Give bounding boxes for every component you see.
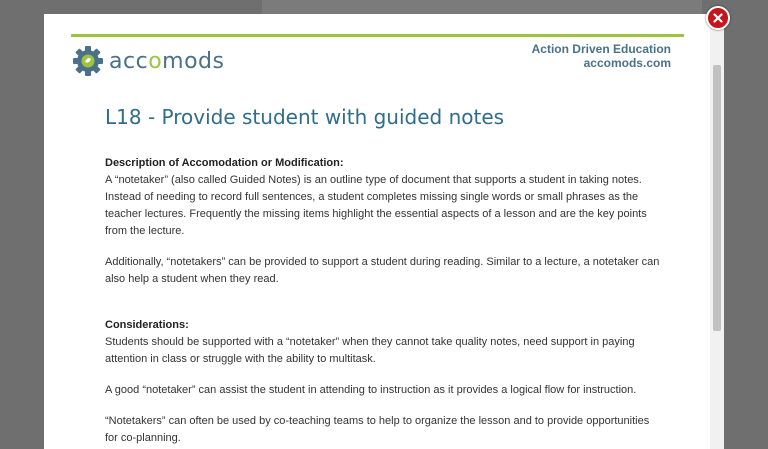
gear-icon: [71, 44, 105, 78]
considerations-paragraph-3: “Notetakers” can often be used by co-teaching teams to help to organize the lesson and to provide opportunities for co-planning.: [105, 415, 650, 444]
site-link[interactable]: accomods.com: [583, 56, 671, 70]
section-heading-considerations: Considerations:: [105, 319, 189, 331]
backdrop-page-bar: [262, 0, 702, 14]
accomods-logo[interactable]: [71, 44, 224, 78]
section-heading-description: Description of Accomodation or Modification:: [105, 157, 344, 169]
tagline-text: Action Driven Education: [531, 42, 671, 56]
considerations-paragraph-1: Students should be supported with a “notetaker” when they cannot take quality notes, need support in paying attention in class or struggle with the ability to multitask.: [105, 336, 635, 365]
modal-dialog: [44, 14, 724, 449]
close-icon: [713, 13, 723, 23]
scrollbar-thumb[interactable]: [713, 65, 721, 331]
modal-content: [105, 155, 665, 447]
description-paragraph-2: Additionally, “notetakers” can be provided to support a student during reading. Similar to a lecture, a notetaker can also help a student when they read.: [105, 256, 660, 285]
description-paragraph-1: A “notetaker” (also called Guided Notes) is an outline type of document that supports a student in taking notes. Instead of needing to record full sentences, a student completes missing single words or small phrases as the teacher lectures. Frequently the missing items highlight the essential aspects of a lesson and are the key points from the lecture.: [105, 174, 647, 237]
considerations-paragraph-2: A good “notetaker” can assist the student in attending to instruction as it provides a logical flow for instruction.: [105, 384, 637, 396]
close-button[interactable]: [706, 6, 730, 30]
header-divider: [71, 34, 684, 37]
tagline: [532, 42, 671, 70]
logo-wordmark: accomods: [109, 48, 225, 74]
page-title: L18 - Provide student with guided notes: [105, 105, 505, 129]
modal-scrollbar[interactable]: [710, 14, 724, 449]
